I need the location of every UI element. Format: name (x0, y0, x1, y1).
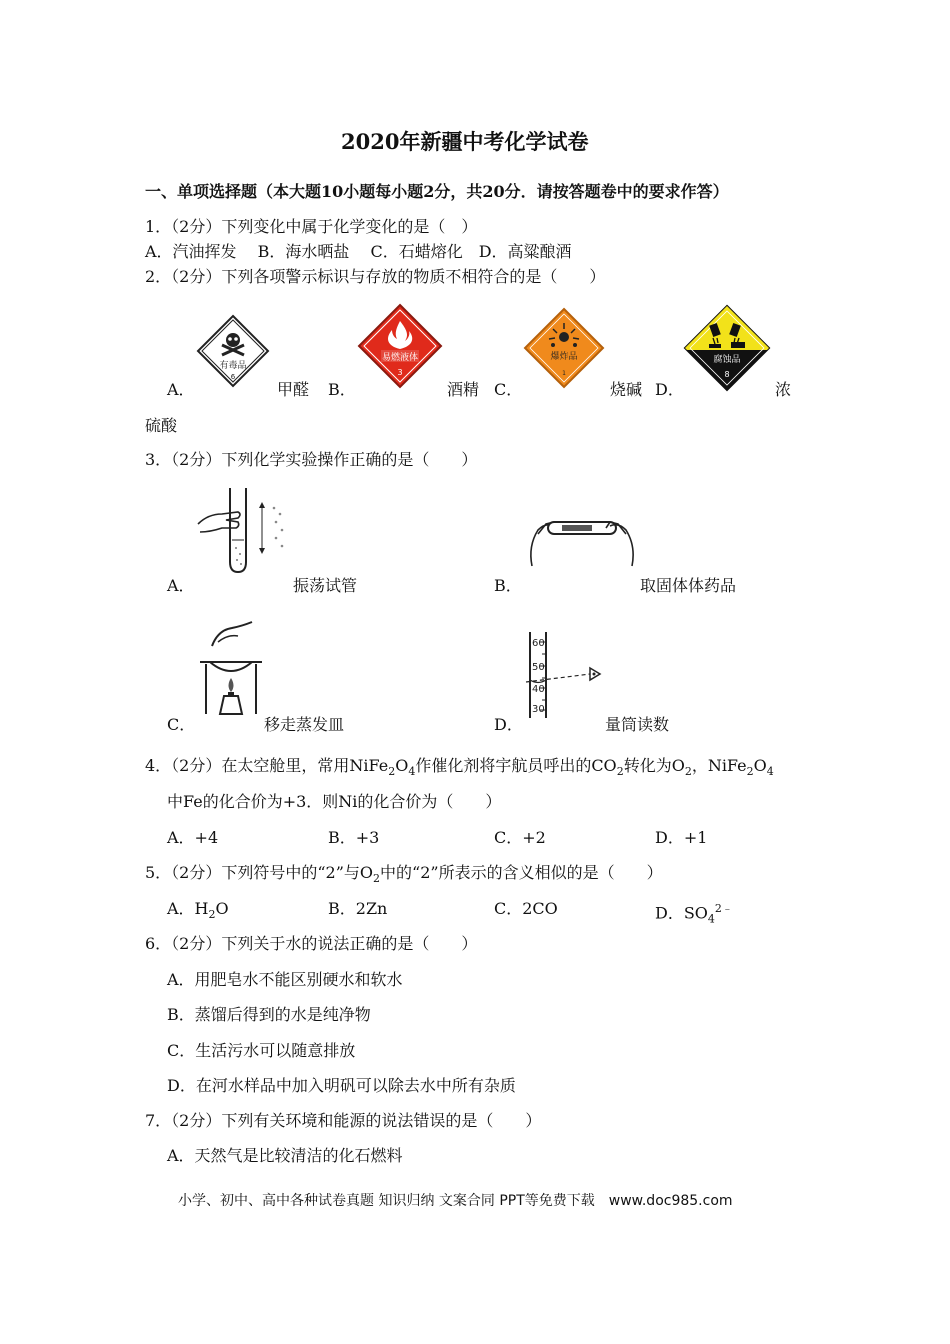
flammable-sign-label: 易燃液体 (381, 353, 419, 363)
q7-option-a: A．天然气是比较清洁的化石燃料 (167, 1146, 403, 1165)
q3-option-a-letter: A． (167, 576, 195, 595)
q2-option-d-text: 浓 (775, 380, 792, 399)
explosive-sign (523, 307, 605, 389)
q3-option-c-letter: C． (167, 715, 196, 734)
q3-option-c-text: 移走蒸发皿 (264, 715, 345, 734)
q2-option-d-wrap: 硫酸 (145, 416, 178, 435)
cylinder-tick-40: 40 (532, 684, 545, 695)
q4-option-d: D．+1 (655, 828, 708, 847)
corrosive-sign (683, 304, 771, 392)
q2-option-b-text: 酒精 (447, 380, 480, 399)
q6-option-d: D．在河水样品中加入明矾可以除去水中所有杂质 (167, 1076, 516, 1095)
question-4-stem-line1: 4．（2分）在太空舱里，常用$NiFe_2O_4$作催化剂将宇航员呼出的$CO_2$转化为$O_2$，$NiFe_2O_4$ (145, 756, 774, 779)
explosive-sign-label: 爆炸品 (550, 352, 578, 362)
q2-option-c-text: 烧碱 (610, 380, 643, 399)
q5-option-c: C．2CO (494, 899, 558, 918)
cylinder-tick-60: 60 (532, 638, 545, 649)
question-5-stem: 5．（2分）下列符号中的“2”与$O_2$中的“2”所表示的含义相似的是（ ） (145, 863, 663, 886)
cylinder-tick-30: 30 (532, 704, 545, 715)
solid-reagent-illustration (524, 506, 640, 578)
q2-option-d-letter: D． (655, 380, 684, 399)
question-7-stem: 7．（2分）下列有关环境和能源的说法错误的是（ ） (145, 1111, 542, 1130)
q6-option-b: B．蒸馏后得到的水是纯净物 (167, 1005, 371, 1024)
cylinder-tick-50: 50 (532, 662, 545, 673)
toxic-warning-sign (196, 314, 270, 388)
page-title: 2020年新疆中考化学试卷 (341, 129, 589, 154)
q5-option-a: A．$H_2O$ (167, 899, 229, 922)
page-footer: 小学、初中、高中各种试卷真题 知识归纳 文案合同 PPT等免费下载 www.doc985.com (178, 1193, 733, 1209)
q2-option-a-letter: A． (167, 380, 195, 399)
question-1-stem: 1．（2分）下列变化中属于化学变化的是（ ） (145, 217, 478, 236)
flammable-liquid-sign (357, 303, 443, 389)
explosive-sign-number: 1 (562, 370, 566, 377)
graduated-cylinder-illustration (526, 632, 606, 718)
shaking-test-tube-illustration (196, 484, 296, 576)
question-1-options: A．汽油挥发 B．海水晒盐 C．石蜡熔化 D．高粱酿酒 (145, 242, 572, 261)
q3-option-d-text: 量筒读数 (605, 715, 670, 734)
q2-option-a-text: 甲醛 (277, 380, 310, 399)
q2-option-c-letter: C． (494, 380, 523, 399)
q6-option-a: A．用肥皂水不能区别硬水和软水 (167, 970, 403, 989)
q5-option-d: D．$SO_4^{2﹣}$ (655, 902, 733, 926)
q4-option-c: C．+2 (494, 828, 546, 847)
q3-option-b-letter: B． (494, 576, 522, 595)
corrosive-sign-number: 8 (724, 370, 730, 379)
q3-option-a-text: 振荡试管 (293, 576, 358, 595)
q2-option-b-letter: B． (328, 380, 356, 399)
q3-option-d-letter: D． (494, 715, 523, 734)
q3-option-b-text: 取固体体药品 (640, 576, 737, 595)
q5-option-b: B．2Zn (328, 899, 388, 918)
question-4-stem-line2: 中Fe的化合价为+3．则Ni的化合价为（ ） (167, 792, 502, 811)
q4-option-b: B．+3 (328, 828, 380, 847)
corrosive-sign-label: 腐蚀品 (713, 355, 741, 365)
question-6-stem: 6．（2分）下列关于水的说法正确的是（ ） (145, 934, 478, 953)
q4-option-a: A．+4 (167, 828, 219, 847)
flammable-sign-number: 3 (397, 368, 403, 377)
question-2-stem: 2．（2分）下列各项警示标识与存放的物质不相符合的是（ ） (145, 267, 606, 286)
section-heading: 一、单项选择题（本大题10小题每小题2分，共20分．请按答题卷中的要求作答） (145, 182, 729, 201)
question-3-stem: 3．（2分）下列化学实验操作正确的是（ ） (145, 450, 478, 469)
toxic-sign-number: 6 (230, 373, 236, 381)
q6-option-c: C．生活污水可以随意排放 (167, 1041, 356, 1060)
evaporating-dish-illustration (198, 620, 264, 720)
toxic-sign-label: 有毒品 (219, 361, 247, 371)
